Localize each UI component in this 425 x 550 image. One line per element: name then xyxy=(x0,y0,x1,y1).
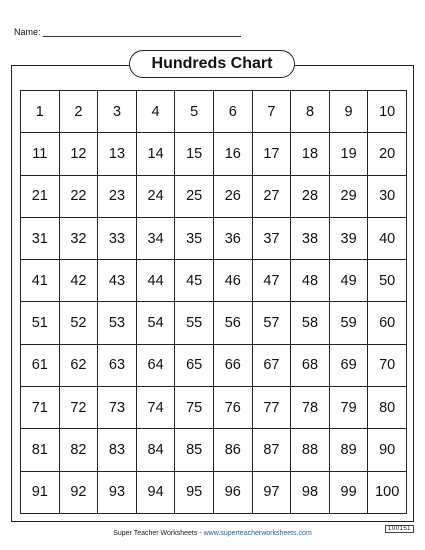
number-cell: 61 xyxy=(21,345,60,387)
number-cell: 67 xyxy=(253,345,292,387)
footer-url-link[interactable]: www.superteacherworksheets.com xyxy=(203,530,312,537)
number-cell: 16 xyxy=(214,133,253,175)
number-cell: 39 xyxy=(330,218,369,260)
number-cell: 84 xyxy=(137,429,176,471)
number-cell: 5 xyxy=(175,91,214,133)
number-cell: 98 xyxy=(291,472,330,514)
number-cell: 32 xyxy=(60,218,99,260)
number-cell: 72 xyxy=(60,387,99,429)
number-cell: 14 xyxy=(137,133,176,175)
number-cell: 81 xyxy=(21,429,60,471)
number-cell: 27 xyxy=(253,176,292,218)
number-cell: 37 xyxy=(253,218,292,260)
number-cell: 91 xyxy=(21,472,60,514)
number-cell: 82 xyxy=(60,429,99,471)
number-cell: 62 xyxy=(60,345,99,387)
number-cell: 92 xyxy=(60,472,99,514)
number-cell: 75 xyxy=(175,387,214,429)
number-cell: 50 xyxy=(368,260,407,302)
number-cell: 4 xyxy=(137,91,176,133)
number-cell: 71 xyxy=(21,387,60,429)
number-cell: 85 xyxy=(175,429,214,471)
number-cell: 100 xyxy=(368,472,407,514)
number-cell: 93 xyxy=(98,472,137,514)
number-cell: 58 xyxy=(291,302,330,344)
number-cell: 45 xyxy=(175,260,214,302)
number-cell: 87 xyxy=(253,429,292,471)
number-cell: 94 xyxy=(137,472,176,514)
number-cell: 88 xyxy=(291,429,330,471)
footer-site-name: Super Teacher Worksheets xyxy=(113,530,198,537)
number-cell: 68 xyxy=(291,345,330,387)
number-cell: 41 xyxy=(21,260,60,302)
number-cell: 60 xyxy=(368,302,407,344)
number-cell: 65 xyxy=(175,345,214,387)
number-cell: 46 xyxy=(214,260,253,302)
number-cell: 59 xyxy=(330,302,369,344)
number-cell: 21 xyxy=(21,176,60,218)
number-cell: 17 xyxy=(253,133,292,175)
number-cell: 38 xyxy=(291,218,330,260)
number-cell: 63 xyxy=(98,345,137,387)
number-cell: 69 xyxy=(330,345,369,387)
number-cell: 7 xyxy=(253,91,292,133)
number-cell: 30 xyxy=(368,176,407,218)
number-cell: 54 xyxy=(137,302,176,344)
number-cell: 10 xyxy=(368,91,407,133)
name-field-row xyxy=(14,26,241,37)
worksheet-code: 100151 xyxy=(385,525,414,533)
number-cell: 11 xyxy=(21,133,60,175)
number-cell: 97 xyxy=(253,472,292,514)
number-cell: 86 xyxy=(214,429,253,471)
number-cell: 56 xyxy=(214,302,253,344)
number-cell: 19 xyxy=(330,133,369,175)
number-cell: 34 xyxy=(137,218,176,260)
number-cell: 90 xyxy=(368,429,407,471)
number-cell: 15 xyxy=(175,133,214,175)
number-cell: 74 xyxy=(137,387,176,429)
number-cell: 22 xyxy=(60,176,99,218)
number-cell: 23 xyxy=(98,176,137,218)
number-cell: 36 xyxy=(214,218,253,260)
number-cell: 49 xyxy=(330,260,369,302)
number-cell: 12 xyxy=(60,133,99,175)
number-cell: 95 xyxy=(175,472,214,514)
number-cell: 2 xyxy=(60,91,99,133)
number-cell: 77 xyxy=(253,387,292,429)
number-cell: 18 xyxy=(291,133,330,175)
number-cell: 53 xyxy=(98,302,137,344)
number-cell: 20 xyxy=(368,133,407,175)
number-cell: 57 xyxy=(253,302,292,344)
name-label: Name: xyxy=(14,27,41,37)
number-cell: 55 xyxy=(175,302,214,344)
number-cell: 78 xyxy=(291,387,330,429)
number-cell: 33 xyxy=(98,218,137,260)
number-cell: 9 xyxy=(330,91,369,133)
number-cell: 35 xyxy=(175,218,214,260)
number-cell: 25 xyxy=(175,176,214,218)
number-cell: 42 xyxy=(60,260,99,302)
name-blank-line[interactable] xyxy=(43,26,241,37)
number-cell: 13 xyxy=(98,133,137,175)
number-cell: 83 xyxy=(98,429,137,471)
number-cell: 96 xyxy=(214,472,253,514)
number-cell: 64 xyxy=(137,345,176,387)
number-cell: 66 xyxy=(214,345,253,387)
page-title: Hundreds Chart xyxy=(129,50,295,78)
number-cell: 8 xyxy=(291,91,330,133)
hundreds-grid xyxy=(20,90,407,514)
number-cell: 3 xyxy=(98,91,137,133)
number-cell: 24 xyxy=(137,176,176,218)
number-cell: 52 xyxy=(60,302,99,344)
footer-separator: - xyxy=(197,530,204,537)
number-cell: 73 xyxy=(98,387,137,429)
number-cell: 40 xyxy=(368,218,407,260)
number-cell: 99 xyxy=(330,472,369,514)
number-cell: 76 xyxy=(214,387,253,429)
number-cell: 26 xyxy=(214,176,253,218)
number-cell: 89 xyxy=(330,429,369,471)
number-cell: 44 xyxy=(137,260,176,302)
number-cell: 31 xyxy=(21,218,60,260)
number-cell: 43 xyxy=(98,260,137,302)
number-cell: 47 xyxy=(253,260,292,302)
number-cell: 79 xyxy=(330,387,369,429)
number-cell: 28 xyxy=(291,176,330,218)
number-cell: 1 xyxy=(21,91,60,133)
footer xyxy=(0,530,425,537)
number-cell: 70 xyxy=(368,345,407,387)
number-cell: 51 xyxy=(21,302,60,344)
number-cell: 48 xyxy=(291,260,330,302)
number-cell: 29 xyxy=(330,176,369,218)
number-cell: 80 xyxy=(368,387,407,429)
number-cell: 6 xyxy=(214,91,253,133)
